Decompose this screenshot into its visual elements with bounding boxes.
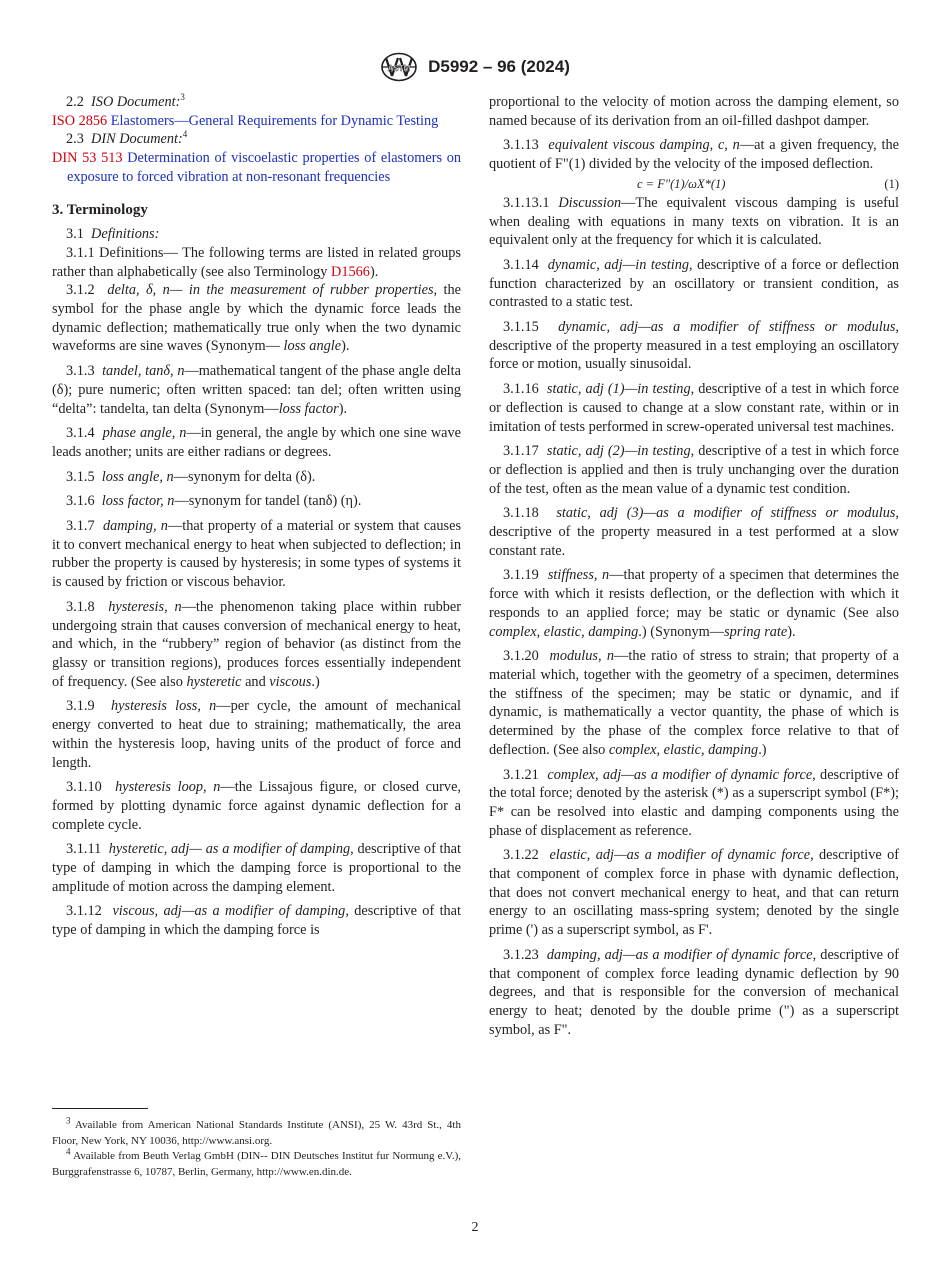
para-3-1-14: 3.1.14 dynamic, adj—in testing, descriptive of a force or deflection function characterized by an oscillatory or transient condition, as contrasted to a static test. <box>489 256 899 311</box>
para-3-1-10: 3.1.10 hysteresis loop, n—the Lissajous figure, or closed curve, formed by plotting dynamic force against dynamic deflection for a complete cycle. <box>52 779 461 833</box>
section-2-3-heading: 2.3 DIN Document:$^4$ <box>66 129 188 148</box>
equation-1 <box>489 174 899 194</box>
footnote-3: $^3$ Available from American National Standards Institute (ANSI), 25 W. 43rd St., 4th Floor, New York, NY 10036, http://www.ansi.org. <box>52 1115 461 1147</box>
document-designation: D5992 – 96 (2024) <box>428 57 570 76</box>
footnotes <box>52 1115 461 1180</box>
page-header <box>0 52 950 82</box>
section-2-2-heading: 2.2 ISO Document:$^3$ <box>66 92 185 110</box>
section-3-heading: 3. Terminology <box>52 201 148 218</box>
footnote-divider <box>52 1108 148 1109</box>
para-3-1-16: 3.1.16 static, adj (1)—in testing, descriptive of a test in which force or deflection is caused to change at a slow constant rate, within or in imitation of tests performed in screw-operated universal test machines. <box>489 381 899 435</box>
para-3-1-6: 3.1.6 loss factor, n—synonym for tandel (tanδ) (η). <box>66 493 362 510</box>
para-3-1-4: 3.1.4 phase angle, n—in general, the angle by which one sine wave leads another; units are either radians or degrees. <box>52 425 461 460</box>
logo-lettering: ASTM <box>387 64 411 73</box>
para-3-1-12: 3.1.12 viscous, adj—as a modifier of damping, descriptive of that type of damping in which the damping force is <box>52 903 462 939</box>
para-3-1-1: 3.1.1 Definitions— The following terms are listed in related groups rather than alphabetically (see also Terminology D1566). <box>52 244 461 280</box>
left-column <box>52 93 461 946</box>
right-column <box>489 93 899 1045</box>
iso-title-link[interactable]: Elastomers—General Requirements for Dynamic Testing <box>110 112 439 129</box>
equation-expression: c = F"(1)/ωX*(1) <box>637 176 726 191</box>
din-title-link[interactable]: Determination of viscoelastic properties of elastomers on exposure to forced vibration at non-resonant frequencies <box>67 150 462 185</box>
para-3-1-13-1: 3.1.13.1 Discussion—The equivalent viscous damping is useful when dealing with equations in many texts on vibration. It is an equivalent only at the frequency for which it is calculated. <box>489 194 900 249</box>
para-3-1-3: 3.1.3 tandel, tanδ, n—mathematical tangent of the phase angle delta (δ); pure numeric; often written spaced: tan del; often written using “delta”: tandelta, tan delta (Synonym—loss factor). <box>52 363 461 417</box>
para-3-1-5: 3.1.5 loss angle, n—synonym for delta (δ). <box>66 468 316 485</box>
para-3-1-2: 3.1.2 delta, δ, n— in the measurement of rubber properties, the symbol for the phase angle by which the dynamic force leads the dynamic deflection; mathematically true only when the two dynamic waveforms are sine waves (Synonym— loss angle). <box>52 282 461 355</box>
para-3-1-23: 3.1.23 damping, adj—as a modifier of dynamic force, descriptive of that component of complex force leading dynamic deflection by 90 degrees, and that is responsible for the conversion of mechanical energy to heat; denoted by the double prime (") as a superscript symbol, as F". <box>489 946 900 1038</box>
iso-code-link[interactable]: ISO 2856 <box>52 112 108 129</box>
para-3-1-19: 3.1.19 stiffness, n—that property of a specimen that determines the force with which it resists deflection, or the deflection with which it responds to an applied force; may be static or dynamic (See also complex, elastic, damping.) (Synonym—spring rate). <box>489 567 900 640</box>
iso-2856-reference <box>52 112 461 131</box>
din-code-link[interactable]: DIN 53 513 <box>52 150 123 167</box>
astm-logo-icon <box>380 52 418 82</box>
para-3-1-12-continued: proportional to the velocity of motion across the damping element, so named because of its derivation from an oil-filled dashpot damper. <box>489 94 899 129</box>
para-3-1-7: 3.1.7 damping, n—that property of a material or system that causes it to convert mechanical energy to heat when subjected to deflection; in rubber the property is caused by hysteresis; in some types of systems it is caused by friction or viscous behavior. <box>52 518 462 591</box>
para-3-1-18: 3.1.18 static, adj (3)—as a modifier of stiffness or modulus, descriptive of the property measured in a test performed at a slow constant rate. <box>489 505 899 559</box>
equation-number: (1) <box>884 176 899 191</box>
para-3-1-13: 3.1.13 equivalent viscous damping, c, n—at a given frequency, the quotient of F"(1) divided by the velocity of the imposed deflection. <box>489 137 899 173</box>
para-3-1-9: 3.1.9 hysteresis loss, n—per cycle, the amount of mechanical energy converted to heat due to straining; mathematically, the area within the hysteresis loop, having units of the product of force and length. <box>52 698 461 771</box>
para-3-1: 3.1 Definitions: <box>66 226 160 243</box>
footnote-4: $^4$ Available from Beuth Verlag GmbH (DIN-- DIN Deutsches Institut fur Normung e.V.), Burggrafenstrasse 6, 10787, Berlin, Germany, http://www.en.din.de. <box>52 1146 461 1178</box>
para-3-1-11: 3.1.11 hysteretic, adj— as a modifier of damping, descriptive of that type of damping in which the damping force is proportional to the amplitude of motion across the damping element. <box>52 841 461 895</box>
para-3-1-8: 3.1.8 hysteresis, n—the phenomenon taking place within rubber undergoing strain that causes conversion of mechanical energy to heat, and which, in the “rubbery” region of behavior (as distinct from the glassy or transition regions), produces forces essentially independent of frequency. (See also hysteretic and viscous.) <box>52 598 462 690</box>
para-3-1-15: 3.1.15 dynamic, adj—as a modifier of stiffness or modulus, descriptive of the property measured in a test employing an oscillatory force or motion, usually sinusoidal. <box>489 319 899 373</box>
para-3-1-20: 3.1.20 modulus, n—the ratio of stress to strain; that property of a material which, together with the geometry of a specimen, determines the stiffness of the specimen; may be static or dynamic, and if dynamic, is mathematically a vector quantity, the phase of which is determined by the phase of the complex force relative to that of deflection. (See also complex, elastic, damping.) <box>489 648 899 758</box>
d1566-link[interactable]: D1566 <box>331 263 370 280</box>
din-53513-reference <box>52 149 461 186</box>
para-3-1-21: 3.1.21 complex, adj—as a modifier of dynamic force, descriptive of the total force; denoted by the asterisk (*) as a superscript symbol (F*); F* can be resolved into elastic and damping components using the phase of displacement as reference. <box>489 766 900 839</box>
page-number: 2 <box>471 1220 479 1235</box>
para-3-1-22: 3.1.22 elastic, adj—as a modifier of dynamic force, descriptive of that component of complex force in phase with dynamic deflection, that does not convert mechanical energy to heat, and that can return energy to an oscillating mass-spring system; denoted by the single prime (') as a superscript symbol, as F'. <box>489 847 900 939</box>
para-3-1-17: 3.1.17 static, adj (2)—in testing, descriptive of a test in which force or deflection is applied and then is truly unchanging over the duration of the test, often as the mean value of a dynamic test condition. <box>489 443 899 497</box>
